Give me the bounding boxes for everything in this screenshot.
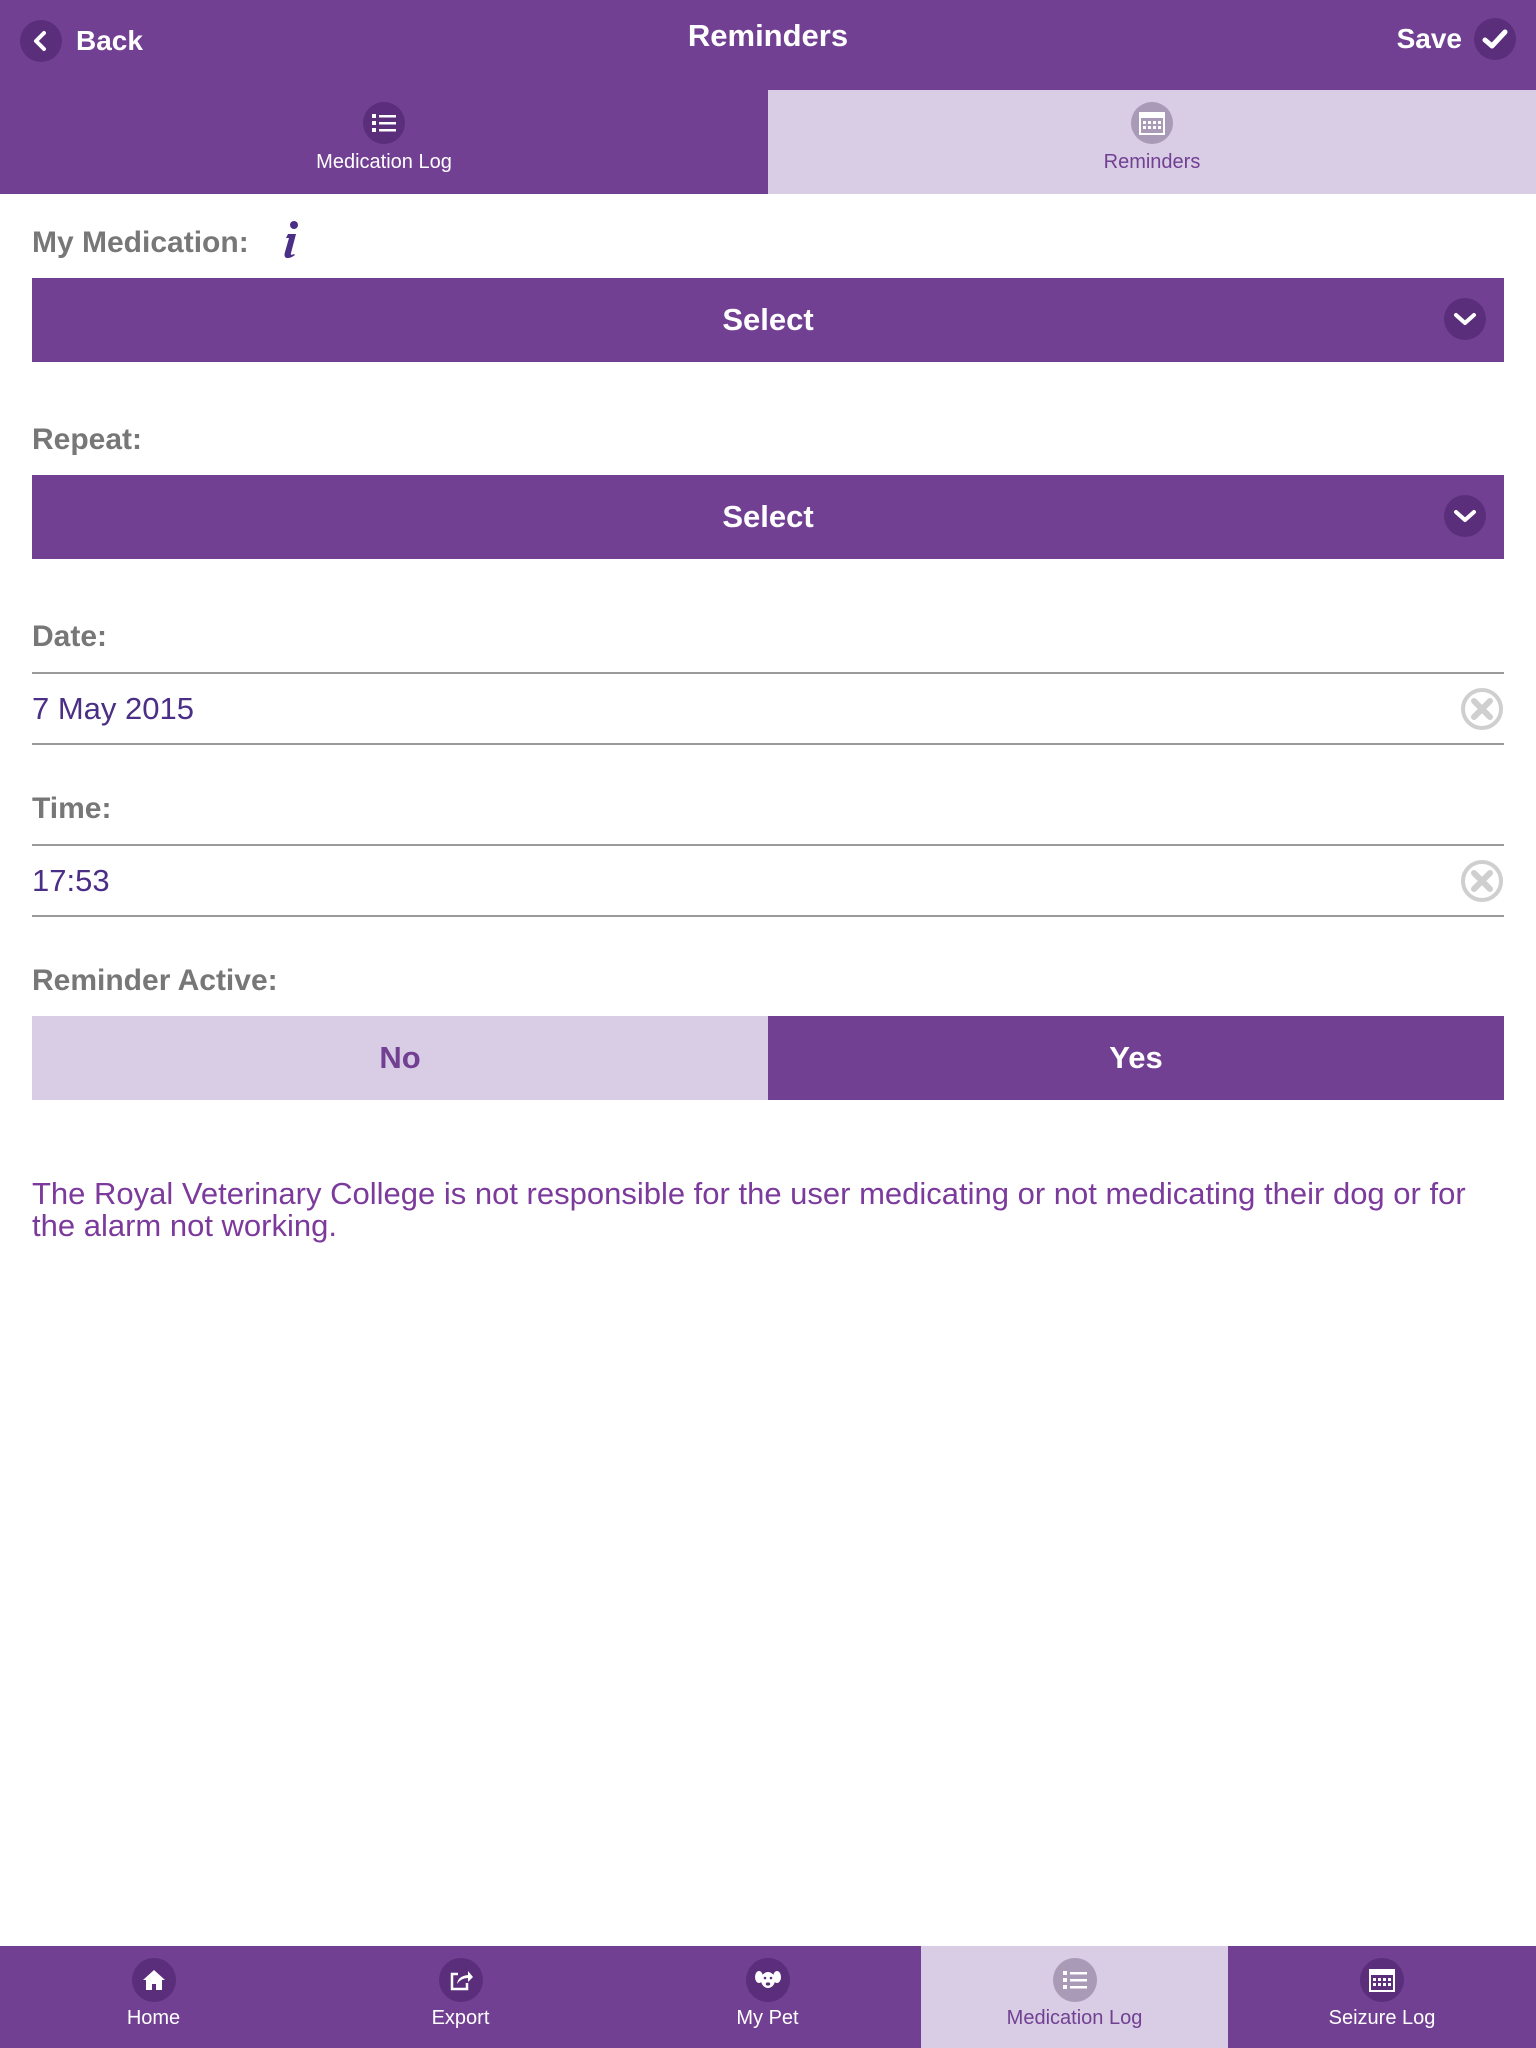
date-field[interactable] xyxy=(32,672,1504,745)
time-field[interactable] xyxy=(32,844,1504,917)
tab-reminders[interactable] xyxy=(768,90,1536,194)
nav-seizure-log[interactable] xyxy=(1228,1946,1536,2048)
back-label: Back xyxy=(76,25,143,56)
time-value: 17:53 xyxy=(32,863,110,898)
nav-medication-log[interactable] xyxy=(921,1946,1228,2048)
date-value: 7 May 2015 xyxy=(32,691,194,726)
page-title: Reminders xyxy=(687,18,849,53)
repeat-select[interactable] xyxy=(32,475,1504,559)
medication-label: My Medication: xyxy=(32,226,249,259)
medication-select-value: Select xyxy=(722,302,814,337)
list-icon xyxy=(1053,1958,1097,2002)
chevron-down-icon xyxy=(1444,298,1486,340)
calendar-icon xyxy=(1131,102,1173,144)
export-icon xyxy=(439,1958,483,2002)
calendar-icon xyxy=(1360,1958,1404,2002)
tab-medication-log-label: Medication Log xyxy=(316,151,452,173)
disclaimer-text: The Royal Veterinary College is not responsible for the user medicating or not medicating their dog or for the alarm not working. xyxy=(32,1176,1466,1243)
nav-export[interactable] xyxy=(307,1946,614,2048)
reminder-active-label: Reminder Active: xyxy=(32,964,278,997)
section-tabs xyxy=(0,90,1536,194)
dog-icon xyxy=(746,1958,790,2002)
nav-home[interactable] xyxy=(0,1946,307,2048)
list-icon xyxy=(363,102,405,144)
info-icon[interactable] xyxy=(276,220,306,260)
save-label: Save xyxy=(1396,23,1462,54)
reminder-active-toggle xyxy=(32,1016,1504,1100)
clear-icon[interactable] xyxy=(1460,859,1504,903)
toggle-yes-button[interactable]: Yes xyxy=(768,1016,1504,1100)
home-icon xyxy=(132,1958,176,2002)
date-label: Date: xyxy=(32,620,108,653)
save-button[interactable] xyxy=(1397,18,1516,60)
nav-seizure-log-label: Seizure Log xyxy=(1328,2007,1436,2029)
nav-my-pet[interactable] xyxy=(614,1946,921,2048)
nav-home-label: Home xyxy=(126,2007,181,2029)
bottom-navigation xyxy=(0,1946,1536,2048)
tab-medication-log[interactable] xyxy=(0,90,768,194)
time-label: Time: xyxy=(32,792,112,825)
medication-select[interactable] xyxy=(32,278,1504,362)
nav-my-pet-label: My Pet xyxy=(736,2007,799,2029)
tab-reminders-label: Reminders xyxy=(1103,151,1201,173)
repeat-label: Repeat: xyxy=(32,423,143,456)
nav-medication-log-label: Medication Log xyxy=(1006,2007,1143,2029)
toggle-no-button[interactable]: No xyxy=(32,1016,768,1100)
nav-export-label: Export xyxy=(431,2007,490,2029)
clear-icon[interactable] xyxy=(1460,687,1504,731)
top-bar xyxy=(0,0,1536,90)
checkmark-icon xyxy=(1474,18,1516,60)
repeat-select-value: Select xyxy=(722,499,814,534)
chevron-down-icon xyxy=(1444,495,1486,537)
